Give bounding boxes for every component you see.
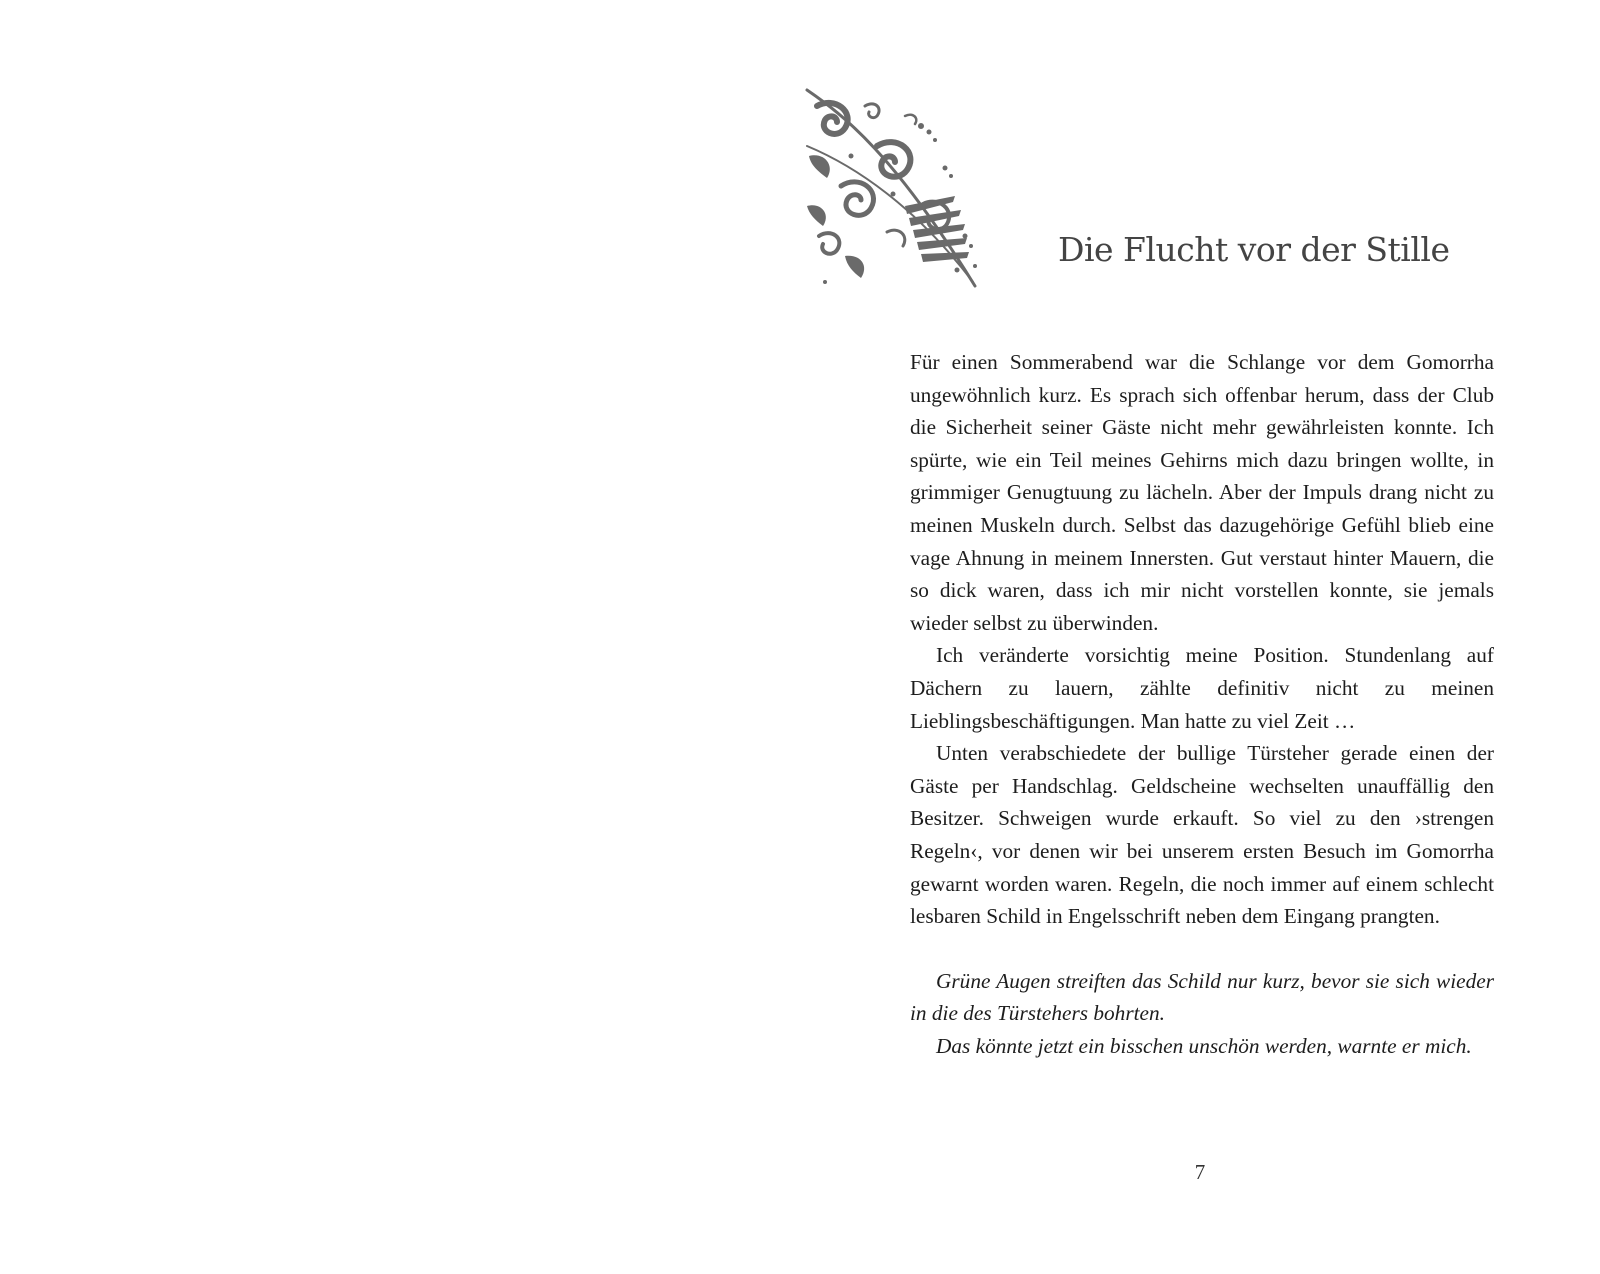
section-gap bbox=[910, 933, 1494, 965]
paragraph-3: Unten verabschiedete der bullige Türsteher gerade einen der Gäste per Handschlag. Geldscheine wechselten unauffällig den Besitzer. Schweigen wurde erkauft. So viel zu den ›strengen Regeln‹, vor denen wir bei unserem ersten Besuch im Gomorrha gewarnt worden waren. Regeln, die noch immer auf einem schlecht lesbaren Schild in Engelsschrift neben dem Eingang prangten. bbox=[910, 741, 1494, 929]
chapter-body bbox=[910, 346, 1494, 1062]
paragraph-2: Ich veränderte vorsichtig meine Position. Stundenlang auf Dächern zu lauern, zählte definitiv nicht zu meinen Lieblingsbeschäftigungen. Man hatte zu viel Zeit … bbox=[910, 643, 1494, 733]
paragraph-4: Grüne Augen streiften das Schild nur kurz, bevor sie sich wieder in die des Türstehers bohrten. bbox=[910, 968, 1494, 1026]
paragraph-5: Das könnte jetzt ein bisschen unschön werden, warnte er mich. bbox=[936, 1033, 1472, 1058]
paragraph-1: Für einen Sommerabend war die Schlange vor dem Gomorrha ungewöhnlich kurz. Es sprach sich offenbar herum, dass der Club die Sicherheit seiner Gäste nicht mehr gewährleisten konnte. Ich spürte, wie ein Teil meines Gehirns mich dazu bringen wollte, in grimmiger Genugtuung zu lächeln. Aber der Impuls drang nicht zu meinen Muskeln durch. Selbst das dazugehörige Gefühl blieb eine vage Ahnung in meinem Innersten. Gut verstaut hinter Mauern, die so dick waren, dass ich mir nicht vorstellen konnte, sie jemals wieder selbst zu überwinden. bbox=[910, 350, 1494, 635]
floral-ornament-icon bbox=[805, 86, 980, 296]
chapter-title: Die Flucht vor der Stille bbox=[1058, 230, 1450, 269]
page-number: 7 bbox=[1194, 1160, 1206, 1184]
